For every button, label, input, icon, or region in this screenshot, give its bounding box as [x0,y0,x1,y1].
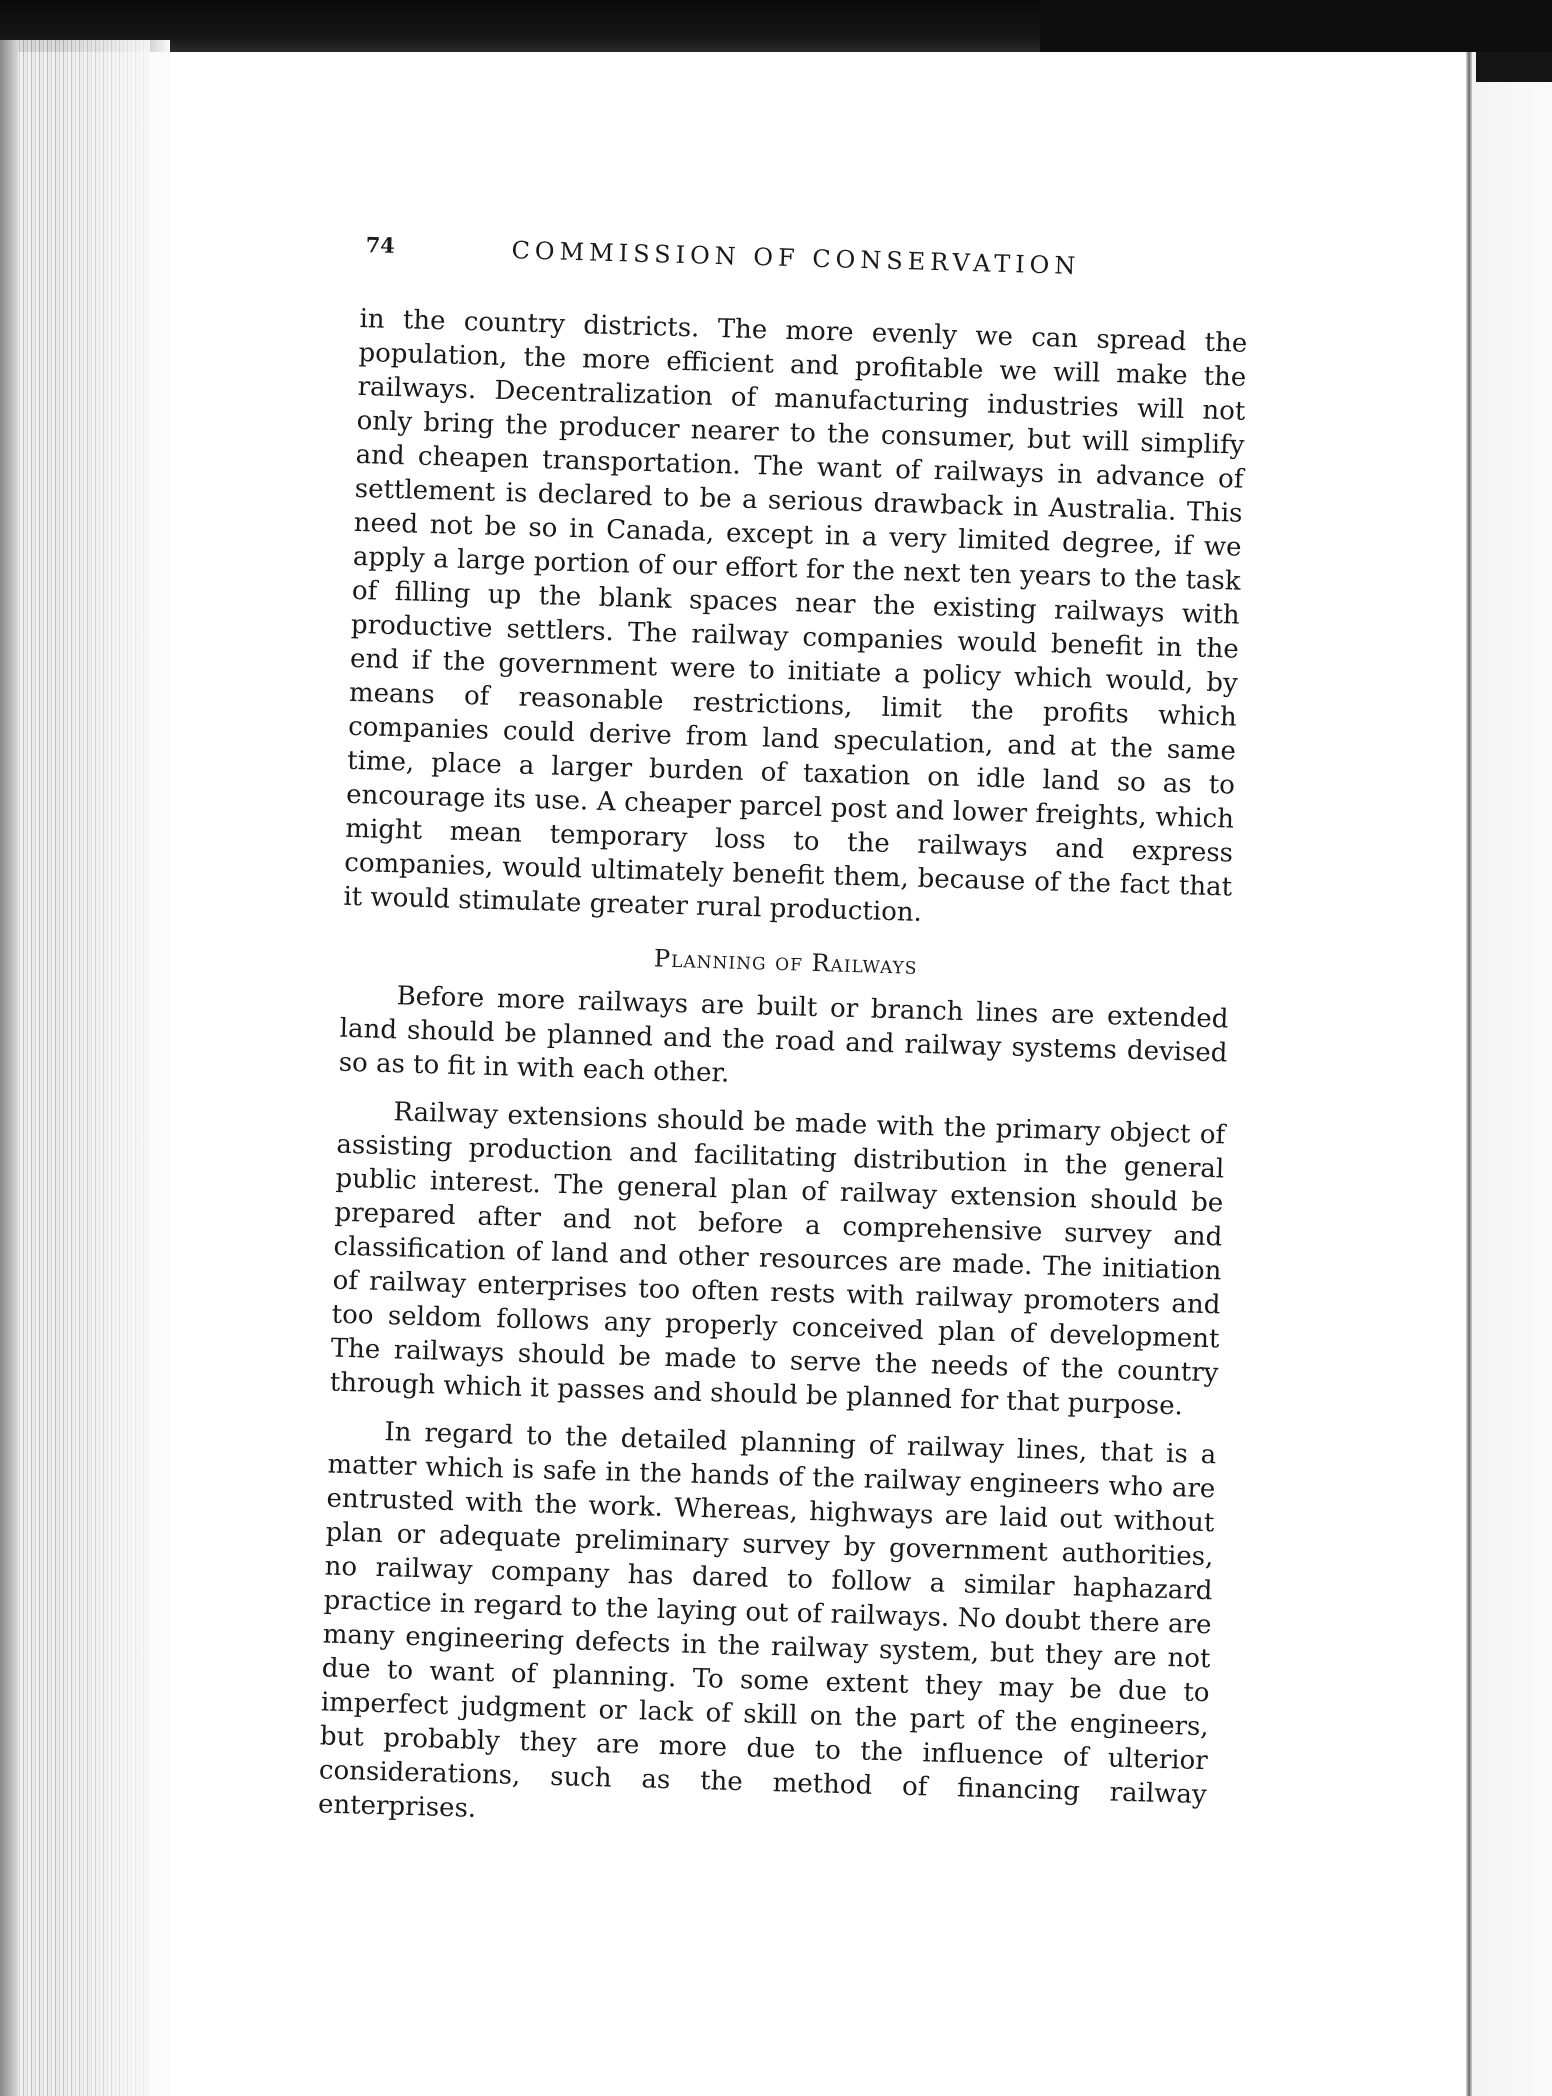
paragraph-continued: in the country districts. The more evenly we can spread the population, the more efficient and profitable we will make the railways. Decentralization of manufacturing industries will not only bring the producer nearer to the consumer, but will simplify and cheapen transportation. The want of railways in advance of settlement is declared to be a serious drawback in Australia. This need not be so in Canada, except in a very limited degree, if we apply a large portion of our effort for the next ten years to the task of filling up the blank spaces near the existing railways with productive settlers. The railway companies would benefit in the end if the government were to initiate a policy which would, by means of reasonable restrictions, limit the profits which companies could derive from land speculation, and at the same time, place a larger burden of taxation on idle land so as to encourage its use. A cheaper parcel post and lower freights, which might mean temporary loss to the railways and express companies, would ultimately benefit them, because of the fact that it would stimulate greater rural production. [343,303,1248,928]
adjacent-page-sliver [1472,52,1552,2096]
section-heading: Planning of Railways [653,944,918,980]
printed-page-content [318,232,1250,1846]
paragraph: In regard to the detailed planning of railway lines, that is a matter which is safe in the hands of the railway engineers who are entrusted with the work. Whereas, highways are laid out without plan or adequate preliminary survey by government authorities, no railway company has dared to follow a similar haphazard practice in regard to the laying out of railways. No doubt there are many engineering defects in the railway system, but they are not due to want of planning. To some extent they may be due to imperfect judgment or lack of skill on the part of the engineers, but probably they are more due to the influence of ulterior considerations, such as the method of financing railway enterprises. [317,1417,1217,1824]
scan-top-border-right [1040,0,1552,52]
page-edge-fade [60,40,170,2096]
running-title: COMMISSION OF CONSERVATION [511,236,1081,281]
paragraph: Before more railways are built or branch lines are extended land should be planned and the road and railway systems devised so as to fit in with each other. [338,981,1229,1089]
running-head [361,232,1250,305]
scan-top-border [0,0,1552,52]
book-spine-shadow [0,40,18,2096]
page-number: 74 [365,232,396,258]
adjacent-page-top-shadow [1476,52,1552,82]
paragraph: Railway extensions should be made with the primary object of assisting production and facilitating distribution in the general public interest. The general plan of railway extension should be prepared after and not before a comprehensive survey and classification of land and other resources are made. The initiation of railway enterprises too often rests with railway promoters and too seldom follows any properly conceived plan of development The railways should be made to serve the needs of the country through which it passes and should be planned for that purpose. [329,1097,1226,1422]
